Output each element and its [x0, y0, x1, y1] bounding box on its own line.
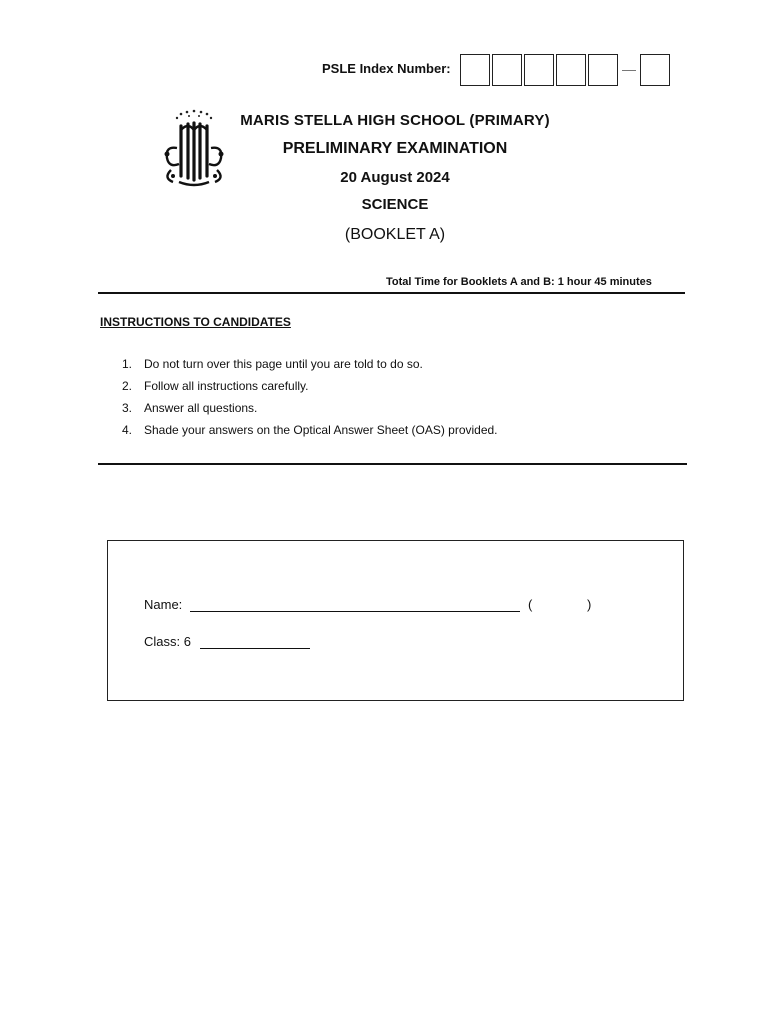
- exam-date: 20 August 2024: [340, 169, 450, 186]
- index-digit-box[interactable]: [492, 54, 522, 86]
- index-number-label: PSLE Index Number:: [322, 61, 451, 76]
- index-digit-box[interactable]: [556, 54, 586, 86]
- candidate-details-box: [107, 540, 684, 701]
- instruction-text: Answer all questions.: [144, 401, 258, 415]
- instruction-text: Follow all instructions carefully.: [144, 379, 309, 393]
- instruction-item: [122, 379, 498, 401]
- instruction-number: 3.: [122, 401, 133, 415]
- exam-title: PRELIMINARY EXAMINATION: [282, 140, 508, 157]
- register-number-open-paren: (: [528, 597, 533, 612]
- index-digit-box[interactable]: [588, 54, 618, 86]
- school-name: MARIS STELLA HIGH SCHOOL (PRIMARY): [240, 112, 550, 129]
- class-label: Class: 6: [144, 634, 191, 649]
- name-label: Name:: [144, 597, 183, 612]
- index-digit-box[interactable]: [460, 54, 490, 86]
- instruction-item: [122, 357, 498, 379]
- index-number-boxes: [460, 53, 672, 87]
- divider-top: [98, 292, 685, 294]
- index-digit-box[interactable]: [524, 54, 554, 86]
- booklet-label: (BOOKLET A): [344, 226, 446, 243]
- instruction-number: 1.: [122, 357, 133, 371]
- divider-bottom: [98, 463, 687, 465]
- instruction-text: Do not turn over this page until you are told to do so.: [144, 357, 423, 371]
- instructions-title: INSTRUCTIONS TO CANDIDATES: [100, 315, 291, 329]
- instructions-list: [122, 357, 498, 445]
- instruction-item: [122, 401, 498, 423]
- instruction-item: [122, 423, 498, 445]
- register-number-close-paren: ): [587, 597, 592, 612]
- name-field[interactable]: [190, 611, 520, 612]
- total-time-note: Total Time for Booklets A and B: 1 hour 45 minutes: [386, 276, 652, 288]
- instruction-number: 4.: [122, 423, 133, 437]
- instruction-number: 2.: [122, 379, 133, 393]
- index-separator-dash: [622, 70, 636, 71]
- index-suffix-box[interactable]: [640, 54, 670, 86]
- instruction-text: Shade your answers on the Optical Answer Sheet (OAS) provided.: [144, 423, 498, 437]
- class-field[interactable]: [200, 648, 310, 649]
- exam-subject: SCIENCE: [361, 196, 429, 213]
